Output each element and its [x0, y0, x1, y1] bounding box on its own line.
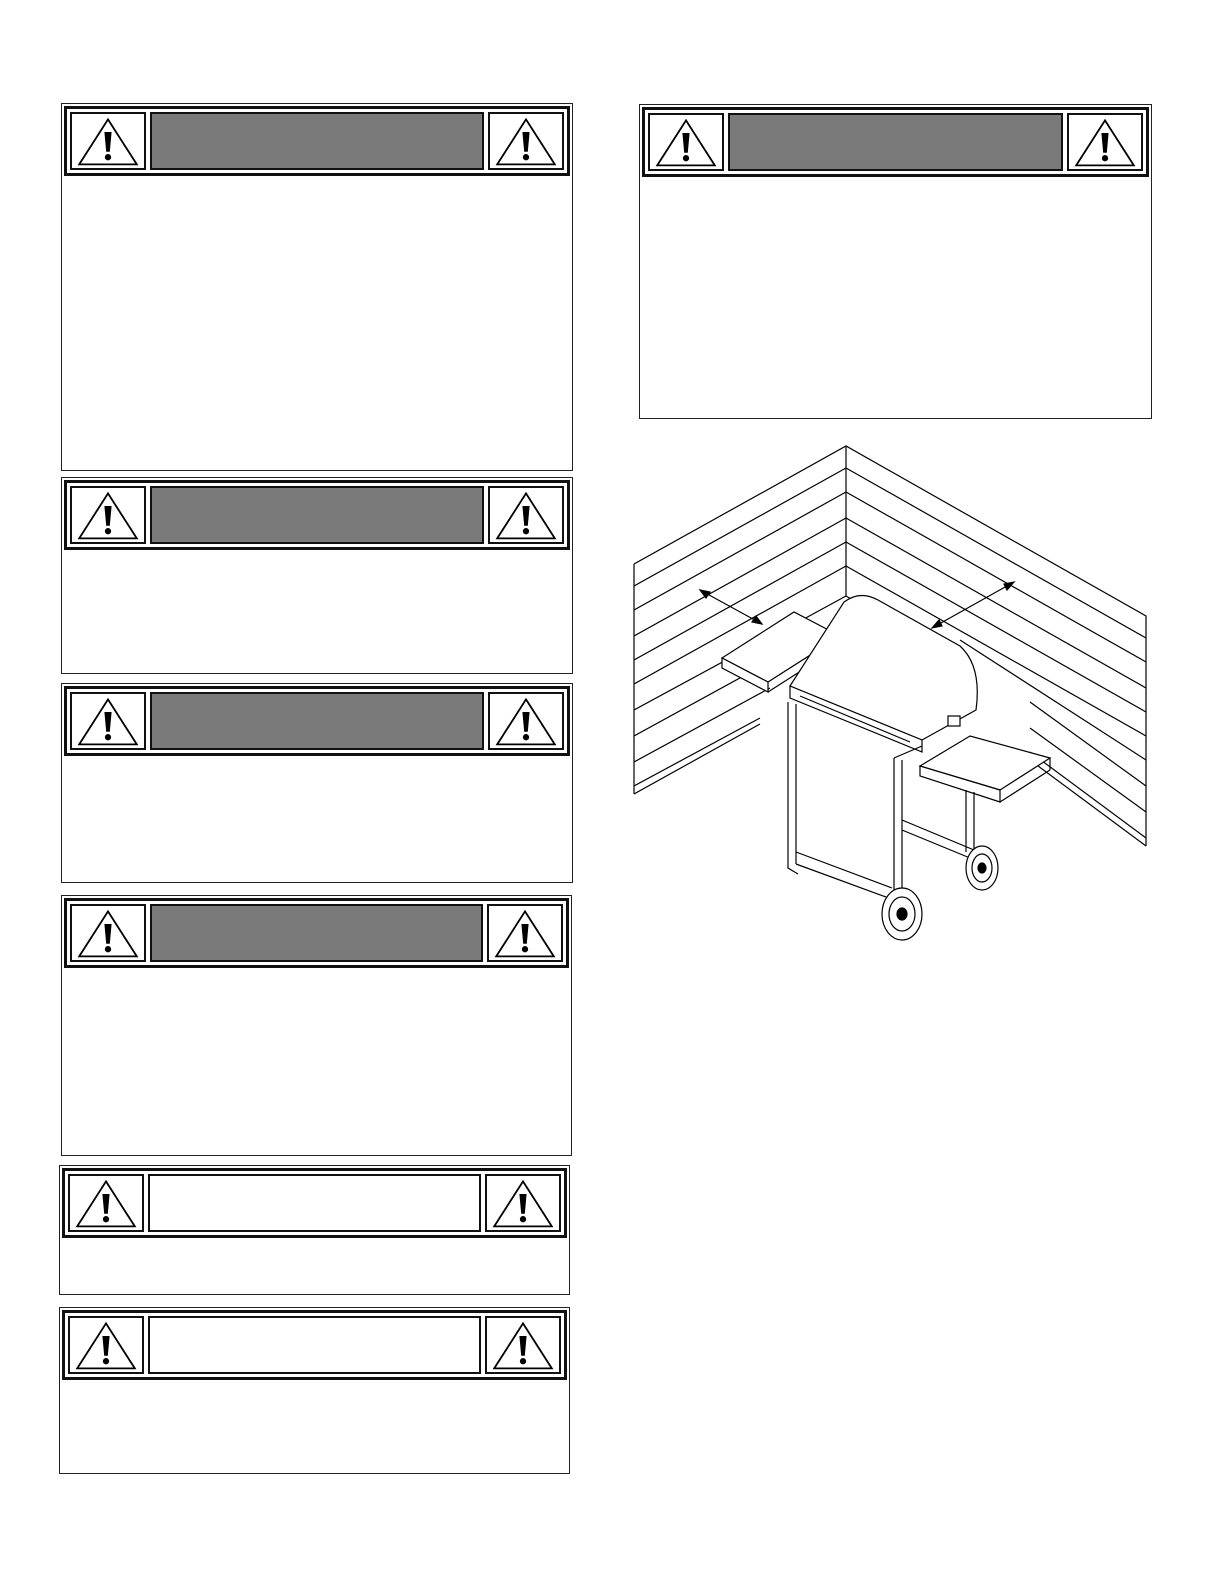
warning-header: [64, 686, 570, 756]
warning-banner: [150, 112, 484, 170]
right-warning-icon: [485, 1316, 561, 1374]
right-warning-icon: [487, 904, 563, 962]
warning-banner: [150, 486, 484, 544]
caution-header: [62, 1310, 567, 1380]
right-warning-icon: [488, 112, 564, 170]
right-warning-icon: [485, 1174, 561, 1232]
right-warning-icon: [1067, 113, 1143, 171]
right-warning-icon: [488, 486, 564, 544]
left-clearance-arrow: [700, 590, 762, 624]
caution-box-1: [59, 1165, 570, 1295]
warning-box-5: [639, 104, 1152, 419]
left-warning-icon: [70, 486, 146, 544]
warning-header: [64, 106, 570, 176]
caution-box-2: [59, 1307, 570, 1474]
left-warning-icon: [648, 113, 724, 171]
caution-banner: [148, 1174, 481, 1232]
warning-banner: [150, 692, 484, 750]
warning-header: [64, 480, 570, 550]
left-warning-icon: [70, 692, 146, 750]
left-warning-icon: [68, 1174, 144, 1232]
caution-header: [62, 1168, 567, 1238]
grill-figure-svg: [630, 440, 1150, 960]
warning-banner: [150, 904, 483, 962]
left-warning-icon: [70, 904, 146, 962]
caution-banner: [148, 1316, 481, 1374]
left-warning-icon: [68, 1316, 144, 1374]
right-clearance-arrow: [932, 582, 1014, 628]
warning-header: [642, 107, 1149, 177]
warning-box-4: [61, 895, 572, 1156]
warning-box-3: [61, 683, 573, 883]
warning-header: [64, 898, 569, 968]
grill-clearance-illustration: [630, 440, 1150, 960]
left-warning-icon: [70, 112, 146, 170]
warning-box-1: [61, 103, 573, 471]
warning-banner: [728, 113, 1063, 171]
right-warning-icon: [488, 692, 564, 750]
warning-box-2: [61, 477, 573, 674]
